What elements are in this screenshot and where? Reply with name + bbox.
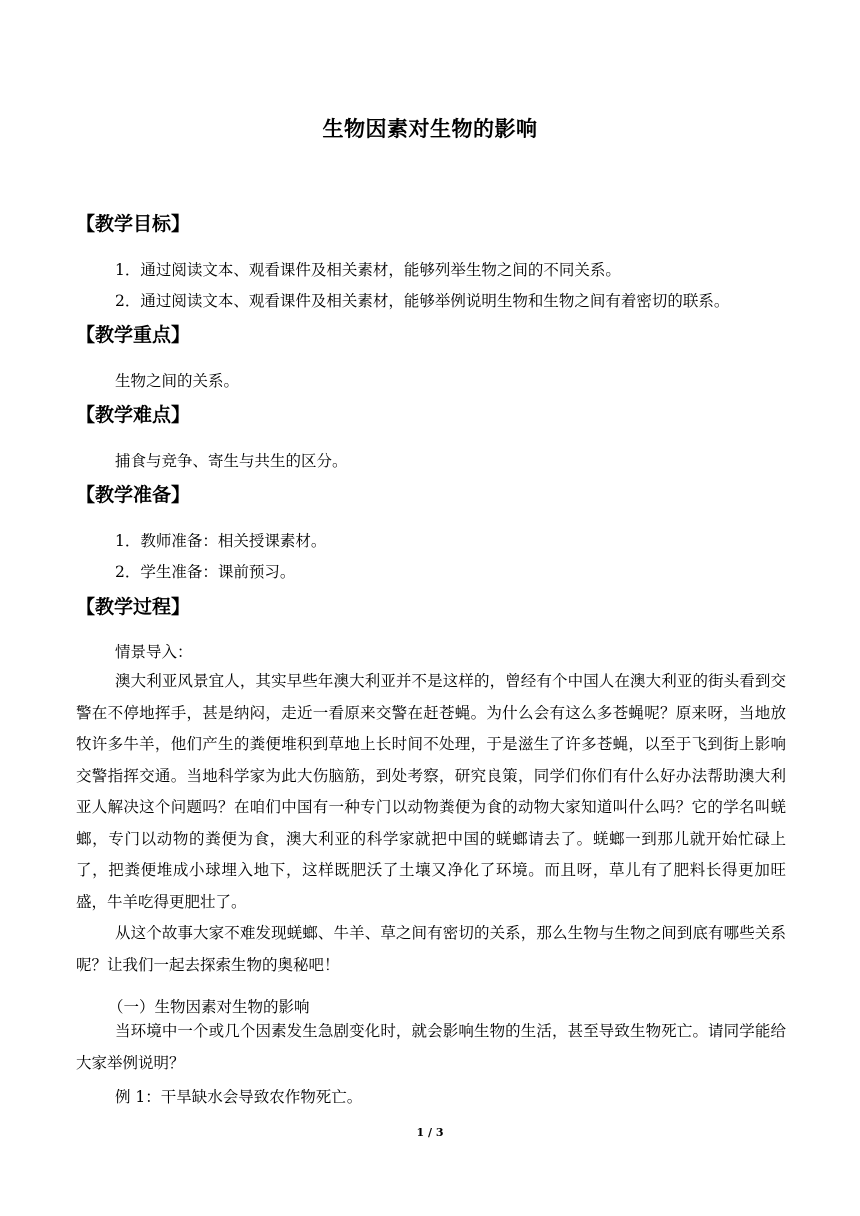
story-paragraph: 澳大利亚风景宜人，其实早些年澳大利亚并不是这样的，曾经有个中国人在澳大利亚的街头看到交警在不停地挥手，甚是纳闷，走近一看原来交警在赶苍蝇。为什么会有这么多苍蝇呢？原来呀，当地放牧许多牛羊，他们产生的粪便堆积到草地上长时间不处理，于是滋生了许多苍蝇，以至于飞到街上影响交警指挥交通。当地科学家为此大伤脑筋，到处考察，研究良策，同学们你们有什么好办法帮助澳大利亚人解决这个问题吗？在咱们中国有一种专门以动物粪便为食的动物大家知道叫什么吗？它的学名叫蜣螂，专门以动物的粪便为食，澳大利亚的科学家就把中国的蜣螂请去了。蜣螂一到那儿就开始忙碌上了，把粪便堆成小球埋入地下，这样既肥沃了土壤又净化了环境。而且呀，草儿有了肥料长得更加旺盛，牛羊吃得更肥壮了。: [76, 672, 786, 911]
key-points-text: 生物之间的关系。: [115, 372, 240, 390]
difficulties-text: 捕食与竞争、寄生与共生的区分。: [115, 452, 348, 470]
section-heading-difficulties: 【教学难点】: [76, 404, 191, 426]
section-heading-key-points: 【教学重点】: [76, 324, 191, 346]
page-number: 1 / 3: [416, 1126, 444, 1139]
section-heading-process: 【教学过程】: [76, 596, 191, 618]
section-heading-preparation: 【教学准备】: [76, 484, 191, 506]
example-1: 例 1：干旱缺水会导致农作物死亡。: [115, 1088, 363, 1106]
preparation-item: 2．学生准备：课前预习。: [115, 563, 296, 581]
intro-label: 情景导入：: [115, 643, 193, 661]
objective-item: 2．通过阅读文本、观看课件及相关素材，能够举例说明生物和生物之间有着密切的联系。: [115, 292, 730, 310]
preparation-item: 1．教师准备：相关授课素材。: [115, 532, 327, 550]
subsection-paragraph: 当环境中一个或几个因素发生急剧变化时，就会影响生物的生活，甚至导致生物死亡。请同学能给大家举例说明？: [76, 1022, 786, 1072]
section-heading-objectives: 【教学目标】: [76, 213, 191, 235]
subsection-title: （一）生物因素对生物的影响: [108, 998, 310, 1016]
document-title: 生物因素对生物的影响: [322, 116, 538, 141]
question-paragraph: 从这个故事大家不难发现蜣螂、牛羊、草之间有密切的关系，那么生物与生物之间到底有哪些关系呢？让我们一起去探索生物的奥秘吧！: [76, 924, 786, 974]
objective-item: 1．通过阅读文本、观看课件及相关素材，能够列举生物之间的不同关系。: [115, 261, 621, 279]
